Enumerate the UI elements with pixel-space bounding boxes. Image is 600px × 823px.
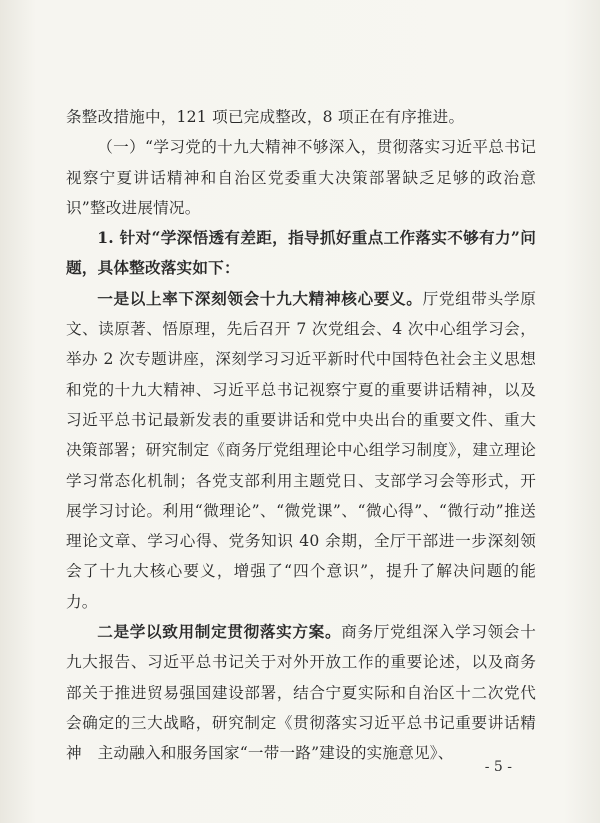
paragraph-point-two (66, 617, 536, 768)
point-one-body: 厅党组带头学原文、读原著、悟原理，先后召开 7 次党组会、4 次中心组学习会，举办 2 次专题讲座，深刻学习习近平新时代中国特色社会主义思想和党的十九大精神、习近平总书记视察宁夏的重要讲话精神，以及习近平总书记最新发表的重要讲话和党中央出台的重要文件、重大决策部署；研究制定《商务厅党组理论中心组学习制度》，建立理论学习常态化机制；各党支部利用主题党日、支部学习会等形式，开展学习讨论。利用“微理论”、“微党课”、“微心得”、“微行动”推送理论文章、学习心得、党务知识 40 余期，全厅干部进一步深刻领会了十九大核心要义，增强了“四个意识”，提升了解决问题的能力。 (66, 289, 536, 611)
paragraph-intro: 条整改措施中，121 项已完成整改，8 项正在有序推进。 (66, 108, 465, 126)
paragraph-item-heading: 1. 针对“学深悟透有差距，指导抓好重点工作落实不够有力”问题，具体整改落实如下： (66, 228, 536, 278)
point-two-body: 商务厅党组深入学习领会十九大报告、习近平总书记关于对外开放工作的重要论述，以及商务部关于推进贸易强国建设部署，结合宁夏实际和自治区十二次党代会确定的三大战略，研究制定《贯彻落实习近平总书记重要讲话精神 主动融入和服务国家“一带一路”建设的实施意见》、 (66, 623, 536, 763)
paragraph-point-one (66, 284, 536, 617)
page-number: - 5 - (484, 759, 512, 775)
point-one-lead: 一是以上率下深刻领会十九大精神核心要义。 (97, 288, 423, 308)
point-two-lead: 二是学以致用制定贯彻落实方案。 (97, 622, 342, 642)
document-body (66, 102, 536, 769)
paragraph-section-heading: （一）“学习党的十九大精神不够深入，贯彻落实习近平总书记视察宁夏讲话精神和自治区党委重大决策部署缺乏足够的政治意识”整改进展情况。 (66, 138, 536, 217)
